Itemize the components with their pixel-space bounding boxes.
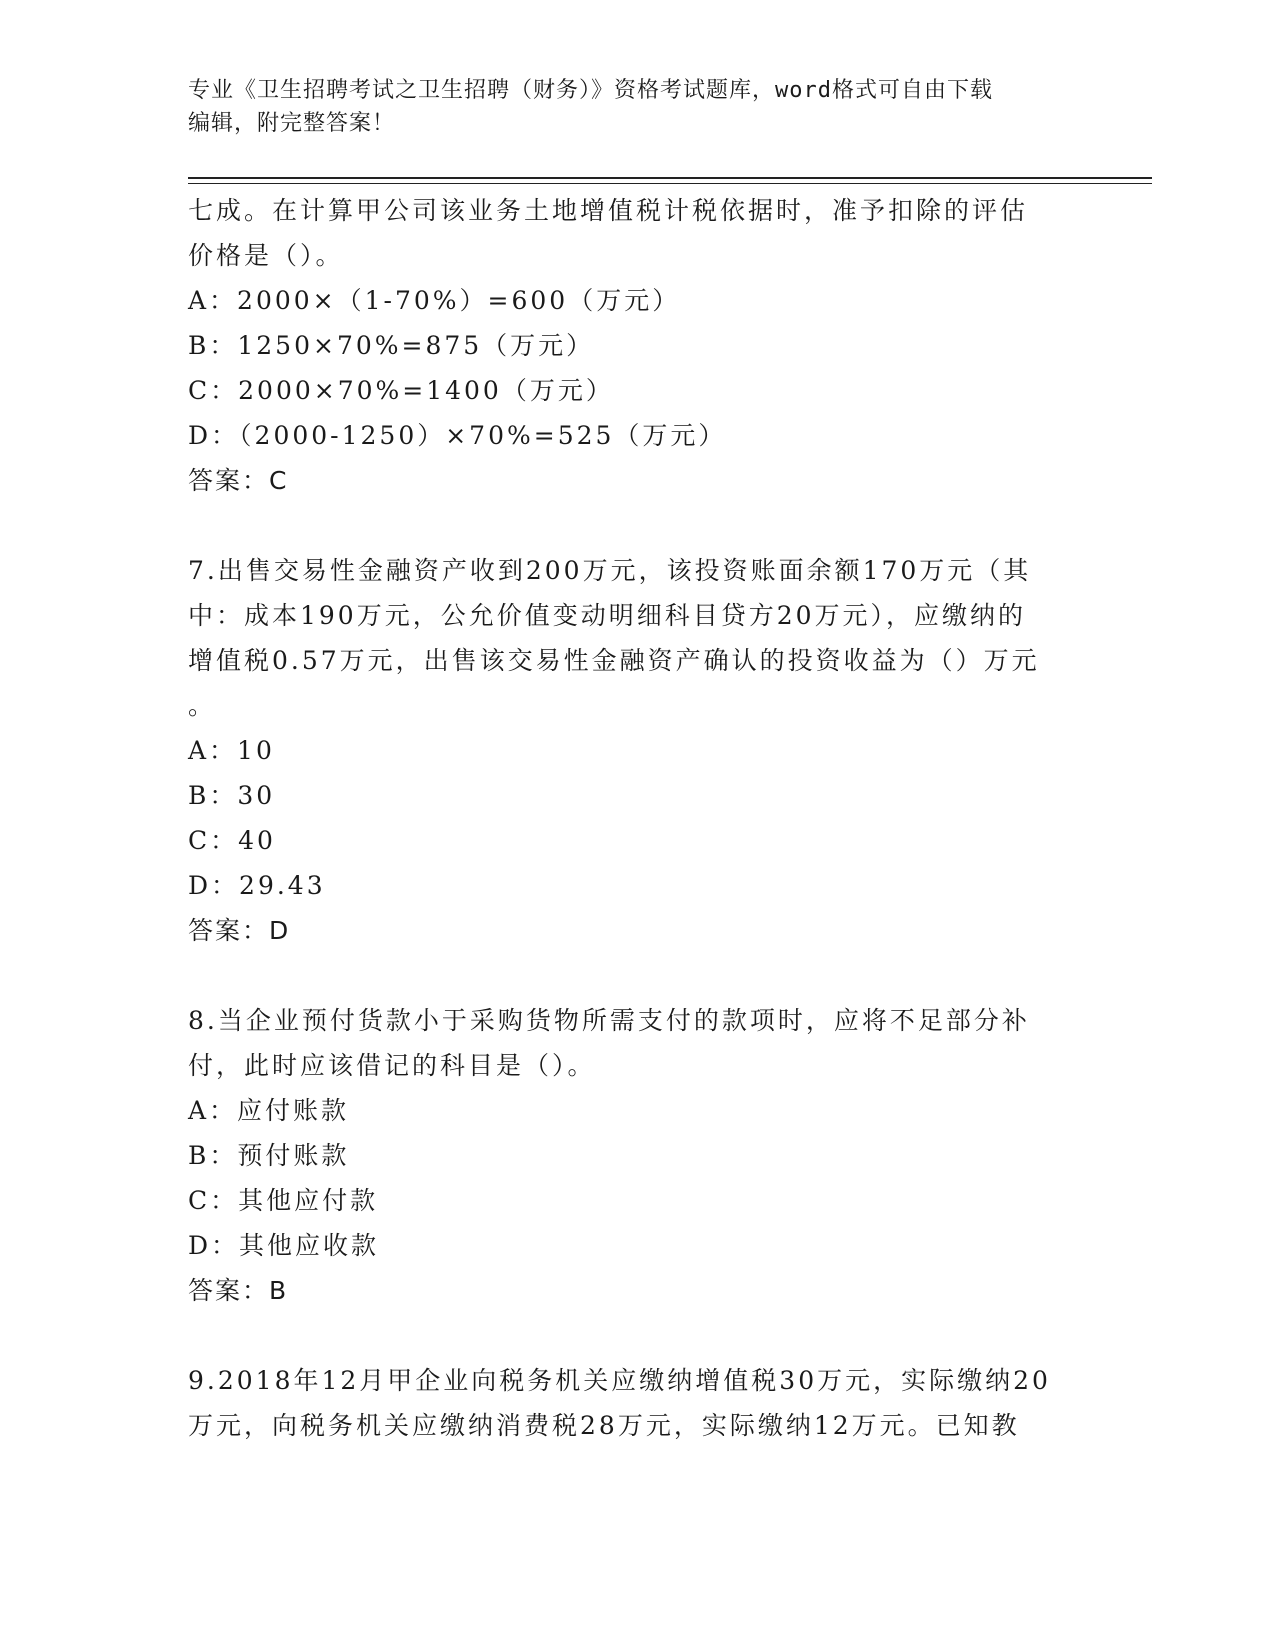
option-b: B：1250×70%=875（万元） [188, 331, 595, 360]
question-text: 8.当企业预付货款小于采购货物所需支付的款项时，应将不足部分补 [188, 1006, 1030, 1035]
option-d: D：（2000-1250）×70%=525（万元） [188, 421, 727, 450]
question-text: 付，此时应该借记的科目是（）。 [188, 1051, 596, 1080]
option-c: C：其他应付款 [188, 1186, 379, 1215]
header-divider-thick [188, 177, 1152, 179]
header-line-1: 专业《卫生招聘考试之卫生招聘（财务）》资格考试题库，word格式可自由下载 [188, 78, 993, 103]
question-text: 7.出售交易性金融资产收到200万元，该投资账面余额170万元（其 [188, 556, 1032, 585]
question-text: 七成。在计算甲公司该业务土地增值税计税依据时，准予扣除的评估 [188, 196, 1029, 225]
question-7 [188, 548, 1088, 953]
question-text: 9.2018年12月甲企业向税务机关应缴纳增值税30万元，实际缴纳20 [188, 1366, 1051, 1395]
question-text: 增值税0.57万元，出售该交易性金融资产确认的投资收益为（）万元 [188, 646, 1040, 675]
document-body [188, 188, 1088, 1448]
spacer [188, 1313, 1088, 1358]
option-b: B：30 [188, 781, 276, 810]
option-a: A：10 [188, 736, 275, 765]
option-c: C：2000×70%=1400（万元） [188, 376, 614, 405]
question-6 [188, 188, 1088, 503]
spacer [188, 503, 1088, 548]
option-b: B：预付账款 [188, 1141, 350, 1170]
document-header [188, 74, 1068, 140]
header-divider-thin [188, 183, 1152, 184]
option-c: C：40 [188, 826, 276, 855]
option-d: D：其他应收款 [188, 1231, 380, 1260]
question-8 [188, 998, 1088, 1313]
header-line-2: 编辑，附完整答案！ [188, 111, 396, 136]
answer-label: 答案：C [188, 466, 289, 495]
spacer [188, 953, 1088, 998]
answer-label: 答案：D [188, 916, 291, 945]
question-text: 。 [188, 691, 217, 720]
question-text: 中：成本190万元，公允价值变动明细科目贷方20万元），应缴纳的 [188, 601, 1027, 630]
answer-label: 答案：B [188, 1276, 289, 1305]
question-text: 价格是（）。 [188, 241, 344, 270]
option-a: A：应付账款 [188, 1096, 350, 1125]
option-a: A：2000×（1-70%）=600（万元） [188, 286, 681, 315]
question-9 [188, 1358, 1088, 1448]
question-text: 万元，向税务机关应缴纳消费税28万元，实际缴纳12万元。已知教 [188, 1411, 1020, 1440]
option-d: D：29.43 [188, 871, 326, 900]
